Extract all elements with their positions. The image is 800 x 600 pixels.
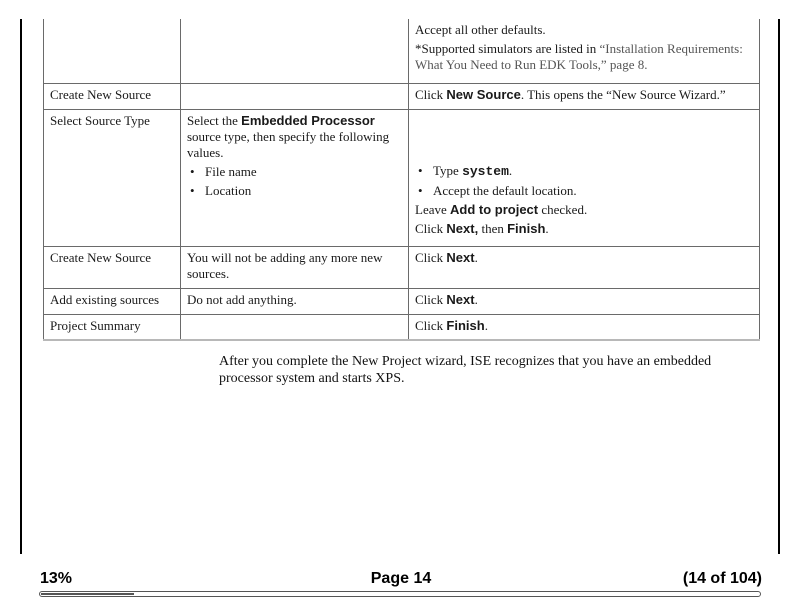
table-cell-step: Project Summary — [44, 314, 181, 340]
table-cell-instruction: Do not add anything. — [181, 288, 409, 314]
leave-checked-text — [415, 202, 753, 218]
action-text: Click — [415, 317, 447, 333]
action-text: Click — [415, 86, 447, 102]
simulators-note — [415, 41, 753, 73]
action-text: Click — [415, 249, 447, 265]
leave-post: checked. — [538, 201, 588, 217]
table-cell-action — [409, 288, 760, 314]
table-cell-action — [409, 246, 760, 288]
click-next-finish-text — [415, 221, 753, 237]
click-mid: then — [478, 220, 508, 236]
action-text: . — [484, 317, 488, 333]
instruction-bold: Embedded Processor — [241, 112, 375, 128]
click-bold-next: Next, — [446, 220, 479, 236]
action-bold: New Source — [446, 86, 521, 102]
table-row — [44, 288, 760, 314]
body-paragraph: After you complete the New Project wizard, ISE recognizes that you have an embedded processor system and starts XPS. — [219, 354, 712, 386]
table-cell-step: Create New Source — [44, 246, 181, 288]
table-row — [44, 19, 760, 83]
table-cell-action — [409, 83, 760, 109]
reading-percent: 13% — [40, 570, 73, 587]
wizard-steps-table — [43, 19, 760, 341]
instruction-text — [187, 113, 402, 161]
action-bold: Next — [446, 291, 475, 307]
table-cell-instruction — [181, 19, 409, 83]
bullet-item: • File name — [187, 164, 402, 180]
table-cell-instruction — [181, 83, 409, 109]
table-row — [44, 314, 760, 340]
note-prefix: *Supported simulators are listed in — [415, 41, 600, 56]
installation-requirements-link[interactable]: “Installation Requirements: What You Need to Run EDK Tools,” page 8. — [415, 41, 743, 72]
instruction-post: source type, then specify the following values. — [187, 128, 390, 160]
table-cell-step: Select Source Type — [44, 109, 181, 246]
bullet-item: • Accept the default location. — [415, 183, 753, 199]
bullet-item — [415, 163, 753, 180]
action-text: . — [474, 249, 478, 265]
table-cell-action — [409, 109, 760, 246]
defaults-text: Accept all other defaults. — [415, 22, 546, 37]
table-cell-instruction: You will not be adding any more new sources. — [181, 246, 409, 288]
instruction-pre: Select the — [187, 112, 242, 128]
table-row — [44, 109, 760, 246]
action-bold: Finish — [446, 317, 485, 333]
table-row — [44, 83, 760, 109]
action-bold: Next — [446, 249, 475, 265]
bullet-text: Type — [433, 162, 463, 178]
table-cell-instruction — [181, 314, 409, 340]
right-margin-bar — [778, 19, 780, 554]
click-post: . — [545, 220, 549, 236]
action-text: Click — [415, 291, 447, 307]
table-cell-action — [409, 314, 760, 340]
leave-pre: Leave — [415, 201, 451, 217]
left-margin-bar — [20, 19, 22, 554]
page-label: Page 14 — [370, 570, 432, 587]
bullet-item: • Location — [187, 183, 402, 199]
table-row — [44, 246, 760, 288]
action-text: . This opens the “New Source Wizard.” — [520, 86, 726, 102]
page-count: (14 of 104) — [682, 570, 762, 587]
action-text: . — [474, 291, 478, 307]
click-bold-finish: Finish — [507, 220, 546, 236]
reader-footer — [40, 570, 762, 590]
table-cell-action — [409, 19, 760, 83]
spacer — [415, 113, 753, 163]
table-cell-step: Create New Source — [44, 83, 181, 109]
code-text: system — [462, 163, 509, 179]
table-cell-instruction — [181, 109, 409, 246]
click-pre: Click — [415, 220, 447, 236]
table-cell-step: Add existing sources — [44, 288, 181, 314]
reading-progress-fill — [41, 593, 134, 595]
reading-progress-bar[interactable] — [39, 591, 761, 597]
leave-bold: Add to project — [450, 201, 539, 217]
bullet-text: . — [508, 162, 513, 178]
table-cell-step — [44, 19, 181, 83]
